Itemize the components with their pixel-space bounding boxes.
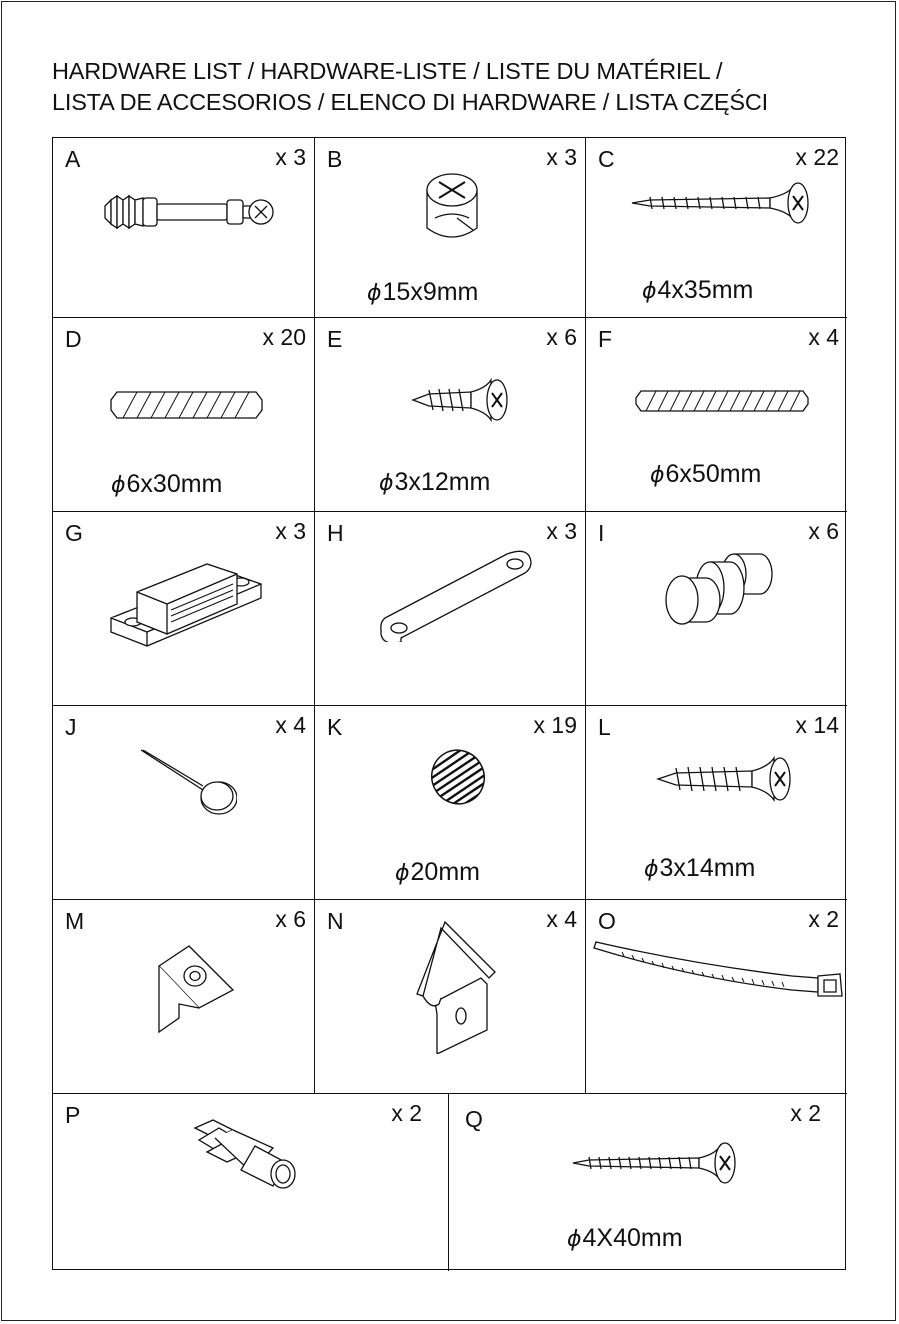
wall-anchor-icon — [189, 1118, 309, 1190]
hardware-cell-d — [53, 318, 315, 512]
hardware-cell-q — [449, 1094, 847, 1271]
item-letter: F — [598, 326, 613, 352]
item-dimension: ɸ6x50mm — [650, 460, 762, 488]
diameter-icon: ɸ — [367, 281, 382, 306]
cam-lock-icon — [417, 168, 487, 248]
metal-strap-icon — [377, 548, 537, 642]
item-letter: G — [65, 520, 83, 546]
cable-tie-icon — [592, 934, 846, 1014]
item-letter: C — [598, 146, 615, 172]
item-quantity: x 4 — [275, 712, 306, 738]
item-quantity: x 4 — [546, 906, 577, 932]
picture-hanger-icon — [411, 918, 501, 1054]
diameter-icon: ɸ — [650, 463, 665, 488]
item-quantity: x 6 — [546, 324, 577, 350]
item-quantity: x 6 — [808, 518, 839, 544]
hardware-cell-b — [315, 138, 586, 318]
item-dimension: ɸ6x30mm — [111, 470, 223, 498]
item-letter: M — [65, 908, 85, 934]
diameter-icon: ɸ — [395, 861, 410, 886]
item-dimension: ɸ3x12mm — [379, 468, 491, 496]
item-quantity: x 3 — [546, 518, 577, 544]
item-letter: O — [598, 908, 616, 934]
item-letter: N — [327, 908, 344, 934]
hardware-cell-i — [586, 512, 847, 706]
screw-icon — [571, 1138, 737, 1188]
item-dimension: ɸ4x35mm — [642, 276, 754, 304]
diameter-icon: ɸ — [111, 473, 126, 498]
screw-icon — [656, 754, 796, 804]
item-letter: Q — [465, 1106, 483, 1132]
title-line-2: LISTA DE ACCESORIOS / ELENCO DI HARDWARE / LISTA CZĘŚCI — [52, 89, 768, 115]
item-quantity: x 3 — [546, 144, 577, 170]
shelf-pin-icon — [660, 548, 776, 634]
item-letter: P — [65, 1102, 81, 1128]
item-letter: D — [65, 326, 82, 352]
screw-icon — [630, 178, 810, 228]
title-line-1: HARDWARE LIST / HARDWARE-LISTE / LISTE DU MATÉRIEL / — [52, 58, 723, 84]
hardware-cell-a — [53, 138, 315, 318]
hardware-cell-e — [315, 318, 586, 512]
hardware-cell-c — [586, 138, 847, 318]
diameter-icon: ɸ — [379, 471, 394, 496]
corner-bracket-icon — [153, 940, 243, 1036]
item-quantity: x 4 — [808, 324, 839, 350]
item-letter: E — [327, 326, 343, 352]
hardware-cell-l — [586, 706, 847, 900]
item-quantity: x 6 — [275, 906, 306, 932]
item-letter: H — [327, 520, 344, 546]
hardware-cell-g — [53, 512, 315, 706]
item-quantity: x 22 — [795, 144, 839, 170]
hardware-cell-n — [315, 900, 586, 1094]
item-quantity: x 2 — [808, 906, 839, 932]
dowel-icon — [109, 388, 264, 422]
hardware-cell-p — [53, 1094, 449, 1271]
diameter-icon: ɸ — [644, 857, 659, 882]
item-quantity: x 2 — [391, 1100, 422, 1126]
nail-glide-icon — [137, 746, 237, 816]
item-quantity: x 14 — [795, 712, 839, 738]
item-letter: A — [65, 146, 81, 172]
cover-cap-icon — [427, 746, 489, 808]
item-letter: J — [65, 714, 77, 740]
item-quantity: x 19 — [533, 712, 577, 738]
item-quantity: x 20 — [262, 324, 306, 350]
hardware-cell-h — [315, 512, 586, 706]
diameter-icon: ɸ — [567, 1227, 582, 1252]
item-quantity: x 3 — [275, 518, 306, 544]
item-quantity: x 3 — [275, 144, 306, 170]
diameter-icon: ɸ — [642, 279, 657, 304]
hardware-cell-j — [53, 706, 315, 900]
item-letter: B — [327, 146, 343, 172]
hardware-cell-o — [586, 900, 847, 1094]
item-dimension: ɸ4X40mm — [567, 1224, 683, 1252]
hardware-cell-m — [53, 900, 315, 1094]
magnetic-catch-icon — [107, 542, 267, 654]
item-quantity: x 2 — [790, 1100, 821, 1126]
item-dimension: ɸ3x14mm — [644, 854, 756, 882]
item-letter: I — [598, 520, 605, 546]
hardware-grid — [52, 137, 846, 1270]
page-title — [52, 56, 768, 118]
item-letter: K — [327, 714, 343, 740]
cam-bolt-icon — [101, 192, 276, 232]
hardware-cell-k — [315, 706, 586, 900]
dowel-icon — [634, 388, 810, 414]
item-letter: L — [598, 714, 611, 740]
item-dimension: ɸ20mm — [395, 858, 480, 886]
screw-icon — [411, 376, 511, 424]
hardware-cell-f — [586, 318, 847, 512]
item-dimension: ɸ15x9mm — [367, 278, 479, 306]
